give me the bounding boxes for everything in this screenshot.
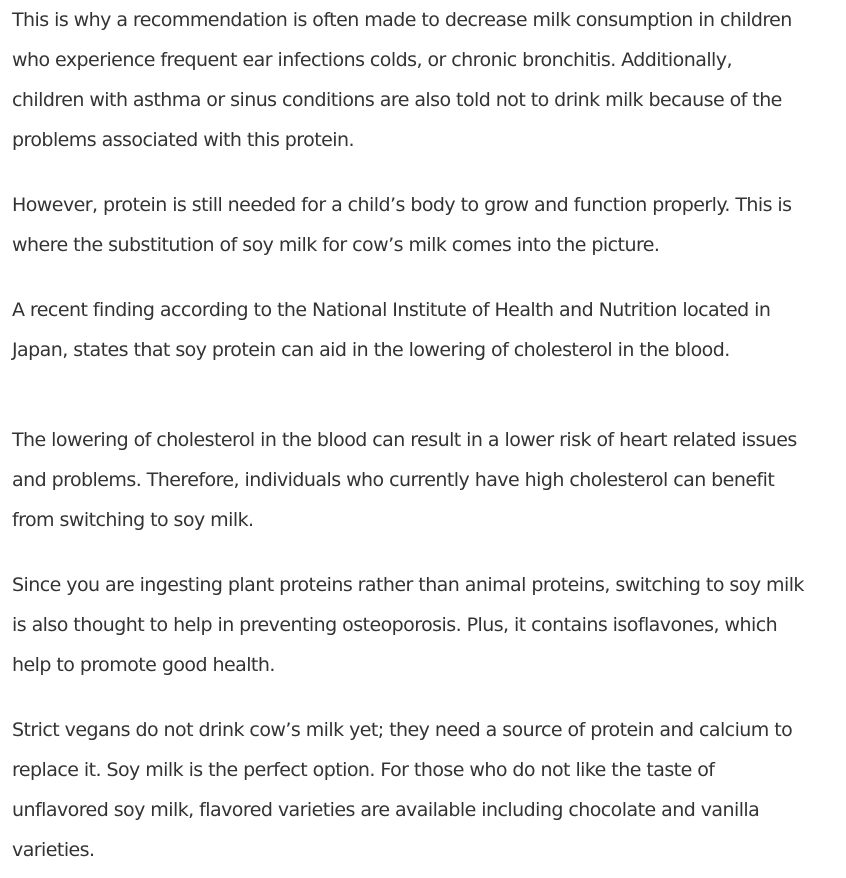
paragraph-plant-proteins xyxy=(12,565,804,685)
text-line: help to promote good health. xyxy=(12,654,275,676)
text-line: where the substitution of soy milk for cow’s milk comes into the picture. xyxy=(12,234,660,256)
text-line: is also thought to help in preventing osteoporosis. Plus, it contains isoflavones, which xyxy=(12,614,778,636)
text-line: problems associated with this protein. xyxy=(12,129,354,151)
paragraph-recent-finding xyxy=(12,290,770,370)
text-line: However, protein is still needed for a child’s body to grow and function properly. This is xyxy=(12,194,792,216)
text-line: The lowering of cholesterol in the blood can result in a lower risk of heart related issues xyxy=(12,429,797,451)
paragraph-strict-vegans xyxy=(12,710,792,870)
text-line: A recent finding according to the National Institute of Health and Nutrition located in xyxy=(12,299,771,321)
text-line: Strict vegans do not drink cow’s milk yet; they need a source of protein and calcium to xyxy=(12,719,793,741)
text-line: Since you are ingesting plant proteins rather than animal proteins, switching to soy milk xyxy=(12,574,804,596)
text-line: replace it. Soy milk is the perfect option. For those who do not like the taste of xyxy=(12,759,715,781)
paragraph-cholesterol xyxy=(12,420,797,540)
text-line: Japan, states that soy protein can aid in the lowering of cholesterol in the blood. xyxy=(12,339,730,361)
paragraph-milk-recommendation xyxy=(12,0,792,160)
text-line: varieties. xyxy=(12,839,95,861)
text-line: This is why a recommendation is often made to decrease milk consumption in children xyxy=(12,9,792,31)
text-line: from switching to soy milk. xyxy=(12,509,254,531)
text-line: who experience frequent ear infections colds, or chronic bronchitis. Additionally, xyxy=(12,49,732,71)
text-line: children with asthma or sinus conditions are also told not to drink milk because of the xyxy=(12,89,782,111)
paragraph-protein-substitution xyxy=(12,185,792,265)
text-line: and problems. Therefore, individuals who currently have high cholesterol can benefit xyxy=(12,469,775,491)
text-line: unflavored soy milk, flavored varieties are available including chocolate and vanilla xyxy=(12,799,760,821)
